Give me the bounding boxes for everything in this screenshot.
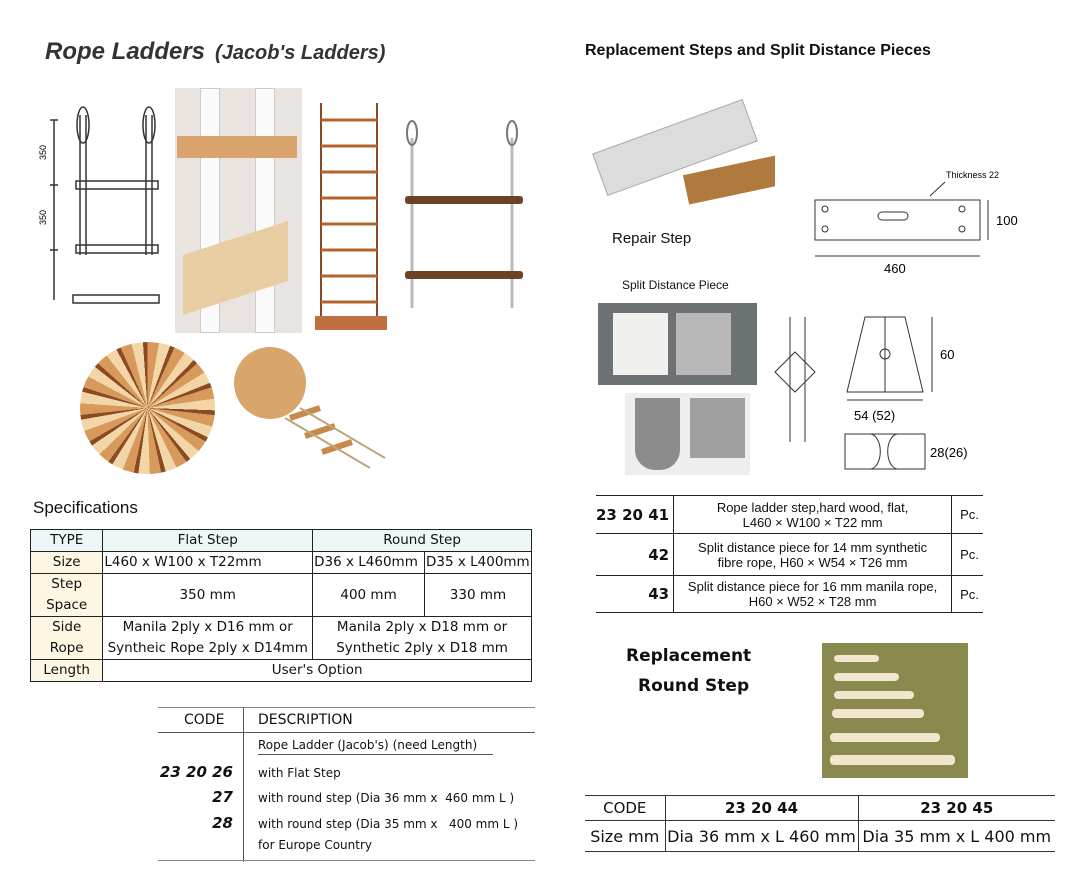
- dim-label: 350: [38, 144, 48, 160]
- codes-table: [158, 707, 535, 862]
- split-piece-label: Split Distance Piece: [622, 278, 729, 292]
- divider: [158, 732, 535, 733]
- cell: Dia 35 mm x L 400 mm: [858, 821, 1055, 852]
- ladder-photo: [313, 98, 393, 336]
- subtitle-text: (Jacob's Ladders): [215, 42, 386, 64]
- thickness-label: Thickness 22: [946, 170, 1000, 180]
- item-description: [674, 576, 952, 613]
- repair-step-drawing: [800, 160, 1040, 280]
- cell: [103, 617, 313, 660]
- header-cell: 23 20 44: [665, 796, 858, 821]
- divider: [158, 860, 535, 861]
- table-row: [596, 534, 983, 576]
- item-code: 23 20 26: [159, 763, 233, 781]
- desc-line: Split distance piece for 16 mm manila rope,: [687, 579, 938, 594]
- cell-line: Synthetic 2ply x D18 mm: [336, 640, 508, 656]
- item-description: with round step (Dia 35 mm x 400 mm L ): [258, 817, 519, 831]
- item-unit: Pc.: [952, 496, 983, 534]
- cell: [313, 617, 532, 660]
- cell: D36 x L460mm: [313, 552, 425, 574]
- round-step-label: Replacement: [626, 646, 752, 666]
- item-code: 28: [212, 814, 233, 832]
- rolled-ladder-photo: [80, 342, 215, 474]
- cell-line: Manila 2ply x D16 mm or: [122, 619, 293, 635]
- item-description: [674, 534, 952, 576]
- cell: 400 mm: [313, 574, 425, 617]
- width-label: 100: [996, 213, 1018, 228]
- header-cell: 23 20 45: [858, 796, 1055, 821]
- cell-line: Syntheic Rope 2ply x D14mm: [107, 640, 308, 656]
- table-row: [31, 574, 532, 617]
- header-cell: Flat Step: [103, 530, 313, 552]
- split-piece-photo-2: [625, 393, 750, 475]
- header-cell: Round Step: [313, 530, 532, 552]
- group-label: [258, 738, 493, 755]
- height-label: 60: [940, 347, 955, 362]
- item-description: with Flat Step: [258, 766, 341, 780]
- ladder-diagram: [38, 95, 168, 320]
- desc-line: fibre rope, H60 × W54 × T26 mm: [717, 554, 908, 570]
- split-piece-photo: [598, 303, 757, 385]
- length-label: 460: [884, 261, 906, 276]
- round-step-table: [585, 795, 1055, 852]
- group-text: Rope Ladder (Jacob's): [258, 738, 389, 752]
- table-row: [596, 576, 983, 613]
- item-code: 43: [596, 576, 674, 613]
- repair-step-label: Repair Step: [612, 230, 692, 247]
- cell: 330 mm: [424, 574, 531, 617]
- table-row: [596, 496, 983, 534]
- cell: Dia 36 mm x L 460 mm: [665, 821, 858, 852]
- item-code: 23 20 41: [596, 496, 674, 534]
- page-title: [45, 38, 385, 66]
- item-description: with round step (Dia 36 mm x 460 mm L ): [258, 791, 515, 805]
- desc-line: L460 × W100 × T22 mm: [742, 514, 883, 530]
- row-label: Size: [31, 552, 103, 574]
- header-code: CODE: [184, 712, 225, 728]
- header-cell: TYPE: [31, 530, 103, 552]
- thick-label: 28(26): [930, 445, 968, 460]
- label-line: Step: [51, 576, 83, 592]
- dim-label: 350: [38, 209, 48, 225]
- table-row: [585, 821, 1055, 852]
- item-unit: Pc.: [952, 576, 983, 613]
- header-description: DESCRIPTION: [258, 712, 353, 728]
- table-row: [31, 552, 532, 574]
- split-piece-drawing: [770, 312, 984, 478]
- label-line: Side: [52, 619, 82, 635]
- flat-step-photo: [175, 88, 302, 333]
- label-line: Rope: [49, 640, 84, 656]
- item-code: 27: [212, 788, 233, 806]
- round-step-photo: [822, 643, 968, 778]
- group-note: (need Length): [392, 738, 478, 752]
- section-title: Replacement Steps and Split Distance Pieces: [585, 42, 931, 59]
- title-text: Rope Ladders: [45, 38, 206, 65]
- width-label: 54 (52): [854, 408, 896, 423]
- round-step-label: Round Step: [638, 676, 750, 696]
- desc-line: Rope ladder step,hard wood, flat,: [716, 499, 909, 515]
- divider: [243, 707, 244, 862]
- table-row: [31, 660, 532, 682]
- table-row: [31, 530, 532, 552]
- desc-line: Split distance piece for 14 mm synthetic: [698, 539, 928, 555]
- table-row: [31, 617, 532, 660]
- cell: L460 x W100 x T22mm: [103, 552, 313, 574]
- header-cell: CODE: [585, 796, 665, 821]
- specs-heading: Specifications: [33, 498, 138, 517]
- row-label: [31, 617, 103, 660]
- cell: 350 mm: [103, 574, 313, 617]
- table-row: [585, 796, 1055, 821]
- label-line: Space: [46, 597, 88, 613]
- cell: User's Option: [103, 660, 532, 682]
- cell-line: Manila 2ply x D18 mm or: [336, 619, 508, 635]
- row-label: Length: [31, 660, 103, 682]
- divider: [158, 707, 535, 708]
- repair-step-photo: [585, 95, 775, 225]
- desc-line: H60 × W52 × T28 mm: [748, 594, 877, 609]
- specs-table: [30, 529, 532, 682]
- item-note: for Europe Country: [258, 838, 372, 852]
- item-code: 42: [596, 534, 674, 576]
- round-step-ladder-photo: [400, 118, 528, 313]
- cell: D35 x L400mm: [424, 552, 531, 574]
- cell: Size mm: [585, 821, 665, 852]
- rolled-ladder-photo-2: [230, 338, 390, 474]
- item-description: [674, 496, 952, 534]
- row-label: [31, 574, 103, 617]
- item-unit: Pc.: [952, 534, 983, 576]
- replacement-items-table: [596, 495, 983, 613]
